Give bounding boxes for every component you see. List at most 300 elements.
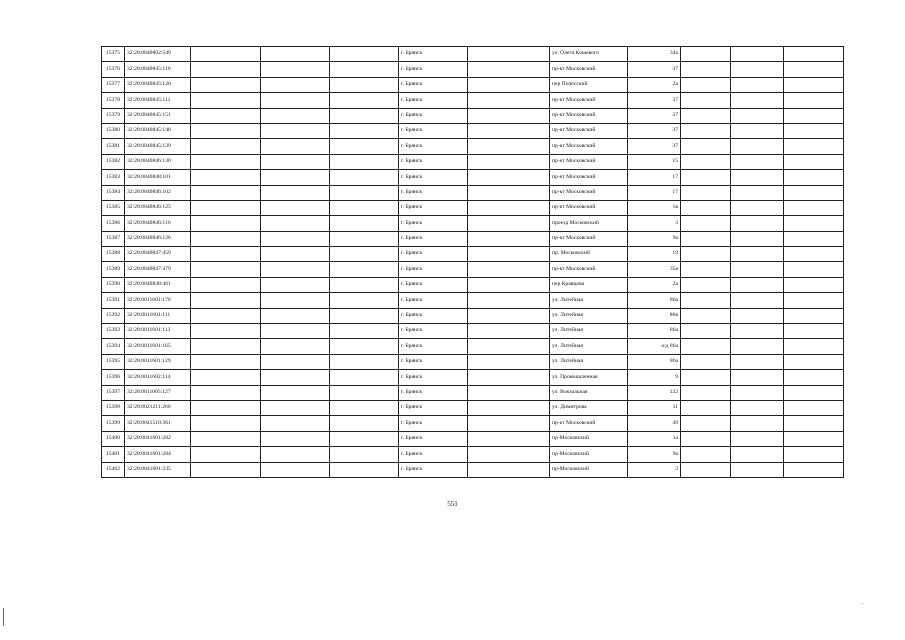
empty-cell [784, 108, 844, 123]
street-cell: пр-кт Московский [550, 416, 628, 431]
city-cell: г. Брянск [399, 324, 468, 339]
street-cell: пр-кт Московский [550, 200, 628, 215]
street-cell: ул. Промышленная [550, 370, 628, 385]
empty-cell [784, 200, 844, 215]
empty-cell [784, 170, 844, 185]
empty-cell [330, 200, 399, 215]
empty-cell [784, 324, 844, 339]
empty-cell [681, 62, 731, 77]
city-cell: г. Брянск [399, 139, 468, 154]
city-cell: г. Брянск [399, 431, 468, 446]
empty-cell [191, 139, 261, 154]
house-number-cell: 9 [628, 370, 681, 385]
empty-cell [784, 462, 844, 477]
empty-cell [191, 62, 261, 77]
empty-cell [731, 93, 784, 108]
empty-cell [731, 385, 784, 400]
city-cell: г. Брянск [399, 462, 468, 477]
street-cell: проезд Московский [550, 216, 628, 231]
street-cell: пр-кт Московский [550, 231, 628, 246]
record-number-cell: 15391 [102, 293, 125, 308]
table-row [102, 462, 844, 477]
empty-cell [784, 308, 844, 323]
table-row [102, 308, 844, 323]
empty-cell [681, 339, 731, 354]
empty-cell [468, 62, 550, 77]
empty-cell [468, 324, 550, 339]
street-cell: ул. Литейная [550, 324, 628, 339]
empty-cell [731, 262, 784, 277]
empty-cell [330, 293, 399, 308]
cadastral-number-cell: 32:28:0011601:165 [125, 339, 191, 354]
city-cell: г. Брянск [399, 231, 468, 246]
house-number-cell: 86а [628, 354, 681, 369]
empty-cell [468, 231, 550, 246]
empty-cell [784, 385, 844, 400]
street-cell: пр-Московский [550, 447, 628, 462]
record-number-cell: 15386 [102, 216, 125, 231]
empty-cell [261, 431, 330, 446]
cadastral-number-cell: 32:28:0040847:459 [125, 247, 191, 262]
cadastral-number-cell: 32:28:0040846:102 [125, 185, 191, 200]
cadastral-number-cell: 32:28:0040845:151 [125, 108, 191, 123]
empty-cell [731, 416, 784, 431]
street-cell: ул. Литейная [550, 354, 628, 369]
table-row [102, 447, 844, 462]
table-row [102, 231, 844, 246]
cadastral-number-cell: 32:28:0011601:111 [125, 308, 191, 323]
street-cell: пр-кт Московский [550, 185, 628, 200]
table-row [102, 139, 844, 154]
empty-cell [468, 400, 550, 415]
empty-cell [261, 170, 330, 185]
empty-cell [681, 93, 731, 108]
record-number-cell: 15380 [102, 123, 125, 138]
record-number-cell: 15381 [102, 139, 125, 154]
cadastral-number-cell: 32:28:0040845:110 [125, 62, 191, 77]
empty-cell [191, 170, 261, 185]
empty-cell [681, 77, 731, 92]
empty-cell [191, 200, 261, 215]
empty-cell [261, 93, 330, 108]
empty-cell [784, 185, 844, 200]
street-cell: пер Полесский [550, 77, 628, 92]
empty-cell [261, 354, 330, 369]
city-cell: г. Брянск [399, 93, 468, 108]
table-row [102, 354, 844, 369]
empty-cell [681, 431, 731, 446]
city-cell: г. Брянск [399, 385, 468, 400]
empty-cell [261, 416, 330, 431]
empty-cell [731, 77, 784, 92]
street-cell: пр-кт Московский [550, 108, 628, 123]
empty-cell [681, 400, 731, 415]
empty-cell [191, 431, 261, 446]
record-number-cell: 15379 [102, 108, 125, 123]
street-cell: пр-Московский [550, 431, 628, 446]
street-cell: пр-кт Московский [550, 170, 628, 185]
empty-cell [681, 123, 731, 138]
table-row [102, 185, 844, 200]
record-number-cell: 15395 [102, 354, 125, 369]
empty-cell [330, 277, 399, 292]
table-row [102, 47, 844, 62]
city-cell: г. Брянск [399, 200, 468, 215]
empty-cell [261, 185, 330, 200]
empty-cell [191, 277, 261, 292]
empty-cell [784, 247, 844, 262]
empty-cell [731, 247, 784, 262]
empty-cell [731, 447, 784, 462]
street-cell: ул. Димитрова [550, 400, 628, 415]
empty-cell [731, 324, 784, 339]
table-row [102, 93, 844, 108]
empty-cell [784, 370, 844, 385]
empty-cell [681, 447, 731, 462]
cadastral-number-cell: 32:28:0041601:282 [125, 431, 191, 446]
empty-cell [261, 231, 330, 246]
city-cell: г. Брянск [399, 370, 468, 385]
empty-cell [468, 108, 550, 123]
empty-cell [330, 324, 399, 339]
empty-cell [330, 108, 399, 123]
empty-cell [330, 416, 399, 431]
cadastral-number-cell: 32:28:0040846:125 [125, 200, 191, 215]
record-number-cell: 15383 [102, 170, 125, 185]
table-row [102, 370, 844, 385]
house-number-cell: 37 [628, 139, 681, 154]
cadastral-number-cell: 32:28:0040845:139 [125, 139, 191, 154]
city-cell: г. Брянск [399, 447, 468, 462]
city-cell: г. Брянск [399, 77, 468, 92]
empty-cell [681, 354, 731, 369]
street-cell: ул. Литейная [550, 339, 628, 354]
empty-cell [681, 385, 731, 400]
empty-cell [468, 277, 550, 292]
cadastral-number-cell: 32:28:0040845:120 [125, 77, 191, 92]
city-cell: г. Брянск [399, 308, 468, 323]
city-cell: г. Брянск [399, 123, 468, 138]
empty-cell [191, 400, 261, 415]
cadastral-number-cell: 32:28:0040845:148 [125, 123, 191, 138]
house-number-cell: 49 [628, 416, 681, 431]
empty-cell [731, 200, 784, 215]
empty-cell [468, 447, 550, 462]
table-row [102, 385, 844, 400]
table-row [102, 431, 844, 446]
empty-cell [784, 154, 844, 169]
empty-cell [330, 370, 399, 385]
empty-cell [468, 247, 550, 262]
city-cell: г. Брянск [399, 108, 468, 123]
empty-cell [784, 277, 844, 292]
empty-cell [191, 462, 261, 477]
record-number-cell: 15388 [102, 247, 125, 262]
cadastral-number-cell: 32:28:0011601:170 [125, 293, 191, 308]
empty-cell [681, 370, 731, 385]
city-cell: г. Брянск [399, 185, 468, 200]
empty-cell [191, 308, 261, 323]
empty-cell [784, 77, 844, 92]
cadastral-number-cell: 32:28:0041601:235 [125, 462, 191, 477]
city-cell: г. Брянск [399, 154, 468, 169]
record-number-cell: 15375 [102, 47, 125, 62]
table-row [102, 277, 844, 292]
empty-cell [191, 154, 261, 169]
empty-cell [261, 62, 330, 77]
empty-cell [330, 385, 399, 400]
table-row [102, 170, 844, 185]
empty-cell [731, 170, 784, 185]
empty-cell [681, 308, 731, 323]
empty-cell [330, 247, 399, 262]
property-registry-table [101, 46, 844, 478]
city-cell: г. Брянск [399, 416, 468, 431]
street-cell: пр-кт Московский [550, 62, 628, 77]
scan-dot-mark [862, 603, 863, 604]
empty-cell [731, 185, 784, 200]
table-row [102, 62, 844, 77]
empty-cell [784, 62, 844, 77]
empty-cell [468, 47, 550, 62]
empty-cell [261, 247, 330, 262]
street-cell: пр-кт Московский [550, 154, 628, 169]
empty-cell [681, 139, 731, 154]
house-number-cell: 2а [628, 277, 681, 292]
empty-cell [468, 170, 550, 185]
empty-cell [261, 324, 330, 339]
empty-cell [468, 77, 550, 92]
cadastral-number-cell: 32:28:0040802:549 [125, 47, 191, 62]
empty-cell [468, 123, 550, 138]
empty-cell [330, 170, 399, 185]
empty-cell [330, 339, 399, 354]
street-cell: ул. Вокзальная [550, 385, 628, 400]
empty-cell [261, 339, 330, 354]
empty-cell [784, 262, 844, 277]
empty-cell [468, 385, 550, 400]
street-cell: пр-Московский [550, 462, 628, 477]
empty-cell [468, 354, 550, 369]
table-row [102, 77, 844, 92]
empty-cell [468, 293, 550, 308]
empty-cell [261, 277, 330, 292]
house-number-cell: 86а [628, 324, 681, 339]
empty-cell [261, 262, 330, 277]
empty-cell [330, 154, 399, 169]
empty-cell [681, 462, 731, 477]
empty-cell [330, 185, 399, 200]
record-number-cell: 15376 [102, 62, 125, 77]
cadastral-number-cell: 32:28:0040847:479 [125, 262, 191, 277]
record-number-cell: 15387 [102, 231, 125, 246]
empty-cell [191, 185, 261, 200]
empty-cell [261, 400, 330, 415]
empty-cell [731, 108, 784, 123]
empty-cell [330, 262, 399, 277]
table-row [102, 247, 844, 262]
empty-cell [261, 123, 330, 138]
empty-cell [784, 123, 844, 138]
empty-cell [191, 123, 261, 138]
street-cell: пр-кт Московский [550, 262, 628, 277]
house-number-cell: 37 [628, 108, 681, 123]
empty-cell [784, 47, 844, 62]
empty-cell [191, 324, 261, 339]
empty-cell [784, 354, 844, 369]
city-cell: г. Брянск [399, 354, 468, 369]
empty-cell [681, 216, 731, 231]
house-number-cell: 1в [628, 200, 681, 215]
table-row [102, 123, 844, 138]
empty-cell [330, 139, 399, 154]
city-cell: г. Брянск [399, 47, 468, 62]
record-number-cell: 15378 [102, 93, 125, 108]
city-cell: г. Брянск [399, 293, 468, 308]
table-row [102, 200, 844, 215]
empty-cell [784, 416, 844, 431]
empty-cell [191, 108, 261, 123]
cadastral-number-cell: 32:28:0041510:361 [125, 416, 191, 431]
empty-cell [261, 77, 330, 92]
empty-cell [261, 200, 330, 215]
empty-cell [468, 154, 550, 169]
street-cell: пер Кравцова [550, 277, 628, 292]
city-cell: г. Брянск [399, 262, 468, 277]
city-cell: г. Брянск [399, 277, 468, 292]
empty-cell [681, 108, 731, 123]
empty-cell [681, 324, 731, 339]
house-number-cell: 35а [628, 262, 681, 277]
table-row [102, 416, 844, 431]
empty-cell [191, 354, 261, 369]
city-cell: г. Брянск [399, 247, 468, 262]
empty-cell [681, 154, 731, 169]
empty-cell [731, 216, 784, 231]
house-number-cell: 15 [628, 154, 681, 169]
empty-cell [731, 139, 784, 154]
empty-cell [330, 216, 399, 231]
street-cell: пр-кт Московский [550, 93, 628, 108]
city-cell: г. Брянск [399, 170, 468, 185]
cadastral-number-cell: 32:28:0040848:461 [125, 277, 191, 292]
empty-cell [468, 139, 550, 154]
record-number-cell: 15397 [102, 385, 125, 400]
empty-cell [330, 400, 399, 415]
house-number-cell: 11 [628, 400, 681, 415]
cadastral-number-cell: 32:28:0040846:116 [125, 216, 191, 231]
empty-cell [191, 339, 261, 354]
empty-cell [468, 216, 550, 231]
empty-cell [784, 293, 844, 308]
empty-cell [191, 216, 261, 231]
empty-cell [681, 293, 731, 308]
empty-cell [191, 262, 261, 277]
empty-cell [330, 308, 399, 323]
empty-cell [261, 447, 330, 462]
house-number-cell: 37 [628, 123, 681, 138]
house-number-cell: 17 [628, 185, 681, 200]
empty-cell [784, 400, 844, 415]
empty-cell [731, 123, 784, 138]
empty-cell [468, 200, 550, 215]
house-number-cell: 86в [628, 308, 681, 323]
record-number-cell: 15393 [102, 324, 125, 339]
empty-cell [191, 77, 261, 92]
record-number-cell: 15402 [102, 462, 125, 477]
empty-cell [731, 62, 784, 77]
cadastral-number-cell: 32:28:0011602:114 [125, 370, 191, 385]
table-row [102, 262, 844, 277]
empty-cell [681, 247, 731, 262]
empty-cell [191, 247, 261, 262]
page-number: 551 [447, 500, 458, 508]
street-cell: ул. Литейная [550, 308, 628, 323]
record-number-cell: 15384 [102, 185, 125, 200]
house-number-cell: 86а [628, 293, 681, 308]
empty-cell [261, 370, 330, 385]
empty-cell [191, 416, 261, 431]
empty-cell [191, 370, 261, 385]
empty-cell [191, 385, 261, 400]
house-number-cell: 34а [628, 47, 681, 62]
empty-cell [784, 231, 844, 246]
empty-cell [681, 277, 731, 292]
empty-cell [681, 185, 731, 200]
table-row [102, 339, 844, 354]
house-number-cell: 122 [628, 385, 681, 400]
cadastral-number-cell: 32:28:0021211:260 [125, 400, 191, 415]
empty-cell [731, 47, 784, 62]
empty-cell [784, 431, 844, 446]
empty-cell [261, 385, 330, 400]
house-number-cell: 19 [628, 247, 681, 262]
empty-cell [330, 447, 399, 462]
empty-cell [681, 262, 731, 277]
house-number-cell: 2а [628, 77, 681, 92]
empty-cell [261, 139, 330, 154]
empty-cell [330, 431, 399, 446]
table-body [102, 47, 844, 478]
empty-cell [731, 400, 784, 415]
cadastral-number-cell: 32:28:0011601:129 [125, 354, 191, 369]
house-number-cell: 9а [628, 447, 681, 462]
empty-cell [681, 47, 731, 62]
record-number-cell: 15392 [102, 308, 125, 323]
record-number-cell: 15377 [102, 77, 125, 92]
street-cell: ул. Олега Кошевого [550, 47, 628, 62]
cadastral-number-cell: 32:28:0011005:127 [125, 385, 191, 400]
empty-cell [330, 462, 399, 477]
scan-edge-mark [3, 608, 4, 626]
empty-cell [784, 216, 844, 231]
empty-cell [191, 293, 261, 308]
record-number-cell: 15398 [102, 400, 125, 415]
city-cell: г. Брянск [399, 62, 468, 77]
empty-cell [191, 447, 261, 462]
empty-cell [468, 262, 550, 277]
empty-cell [330, 47, 399, 62]
empty-cell [784, 93, 844, 108]
empty-cell [731, 231, 784, 246]
empty-cell [731, 431, 784, 446]
table-row [102, 154, 844, 169]
house-number-cell: 37 [628, 93, 681, 108]
empty-cell [191, 47, 261, 62]
empty-cell [330, 123, 399, 138]
cadastral-number-cell: 32:28:0040846:130 [125, 154, 191, 169]
empty-cell [731, 354, 784, 369]
